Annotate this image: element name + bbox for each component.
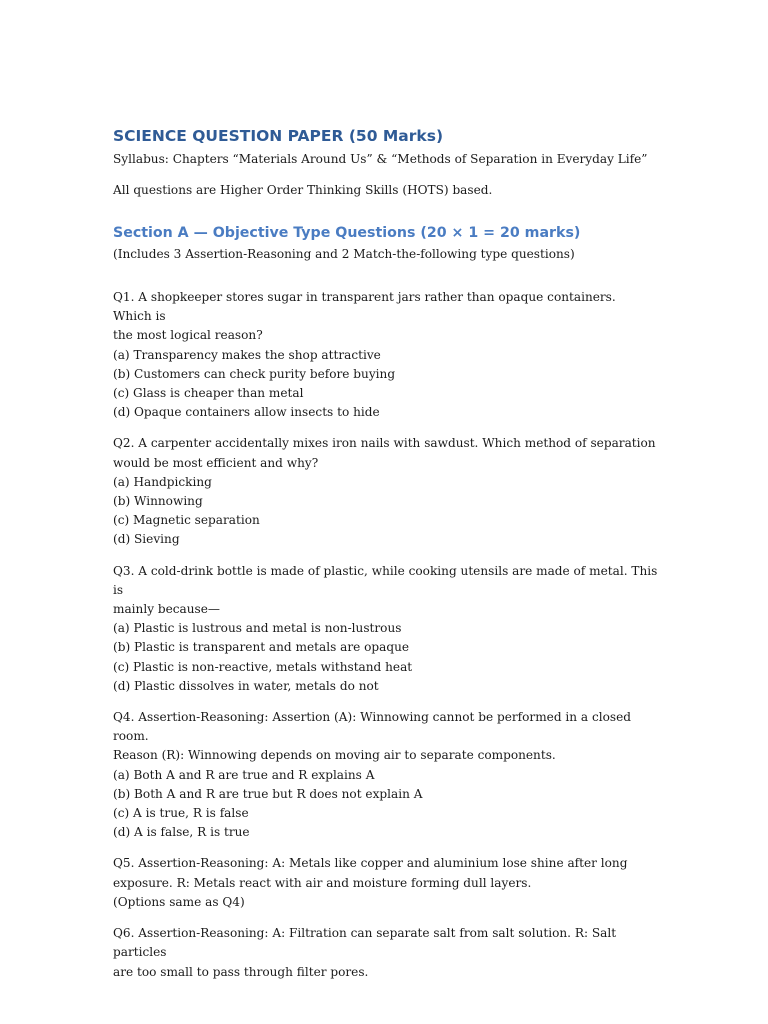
question-option: (d) A is false, R is true xyxy=(113,825,250,840)
question-6 xyxy=(113,924,658,982)
question-option: (c) A is true, R is false xyxy=(113,806,249,821)
question-4 xyxy=(113,708,658,842)
question-2 xyxy=(113,434,658,549)
question-option: (b) Customers can check purity before buying xyxy=(113,366,396,381)
question-option: (a) Plastic is lustrous and metal is non-lustrous xyxy=(113,621,402,636)
question-text-line: would be most efficient and why? xyxy=(113,455,319,470)
question-text-line: Q1. A shopkeeper stores sugar in transparent jars rather than opaque containers. Which is xyxy=(113,290,616,324)
question-option: (d) Plastic dissolves in water, metals do not xyxy=(113,678,379,693)
question-text-line: mainly because— xyxy=(113,602,221,617)
question-option: (a) Transparency makes the shop attractive xyxy=(113,347,381,362)
question-option: (b) Both A and R are true but R does not explain A xyxy=(113,786,423,801)
section-a-title: Section A — Objective Type Questions (20 × 1 = 20 marks) xyxy=(113,225,581,241)
question-option: (a) Handpicking xyxy=(113,474,212,489)
question-text-line: Reason (R): Winnowing depends on moving air to separate components. xyxy=(113,748,556,763)
section-a-note: (Includes 3 Assertion-Reasoning and 2 Match-the-following type questions) xyxy=(113,247,575,261)
question-text-line: exposure. R: Metals react with air and moisture forming dull layers. xyxy=(113,875,532,890)
question-text-line: Q5. Assertion-Reasoning: A: Metals like copper and aluminium lose shine after long xyxy=(113,856,628,871)
question-text-line: the most logical reason? xyxy=(113,328,263,343)
syllabus-line: Syllabus: Chapters “Materials Around Us” & “Methods of Separation in Everyday Life” xyxy=(113,152,648,166)
question-text-line: Q4. Assertion-Reasoning: Assertion (A): Winnowing cannot be performed in a closed room. xyxy=(113,710,631,744)
question-text-line: Q2. A carpenter accidentally mixes iron nails with sawdust. Which method of separation xyxy=(113,436,656,451)
document-content xyxy=(113,126,658,994)
question-3 xyxy=(113,562,658,696)
question-option: (Options same as Q4) xyxy=(113,894,245,909)
question-list xyxy=(113,288,658,982)
question-option: (c) Glass is cheaper than metal xyxy=(113,386,304,401)
question-option: (b) Plastic is transparent and metals are opaque xyxy=(113,640,410,655)
question-option: (a) Both A and R are true and R explains A xyxy=(113,767,375,782)
question-text-line: are too small to pass through filter pores. xyxy=(113,964,369,979)
hots-note: All questions are Higher Order Thinking Skills (HOTS) based. xyxy=(113,183,493,197)
question-1 xyxy=(113,288,658,422)
question-option: (d) Opaque containers allow insects to hide xyxy=(113,405,380,420)
question-text-line: Q6. Assertion-Reasoning: A: Filtration can separate salt from salt solution. R: Salt particles xyxy=(113,926,617,960)
question-option: (c) Magnetic separation xyxy=(113,513,260,528)
question-option: (d) Sieving xyxy=(113,532,180,547)
question-option: (c) Plastic is non-reactive, metals withstand heat xyxy=(113,659,413,674)
paper-title: SCIENCE QUESTION PAPER (50 Marks) xyxy=(113,127,444,145)
question-text-line: Q3. A cold-drink bottle is made of plastic, while cooking utensils are made of metal. This is xyxy=(113,563,658,597)
question-option: (b) Winnowing xyxy=(113,494,203,509)
question-5 xyxy=(113,854,658,912)
